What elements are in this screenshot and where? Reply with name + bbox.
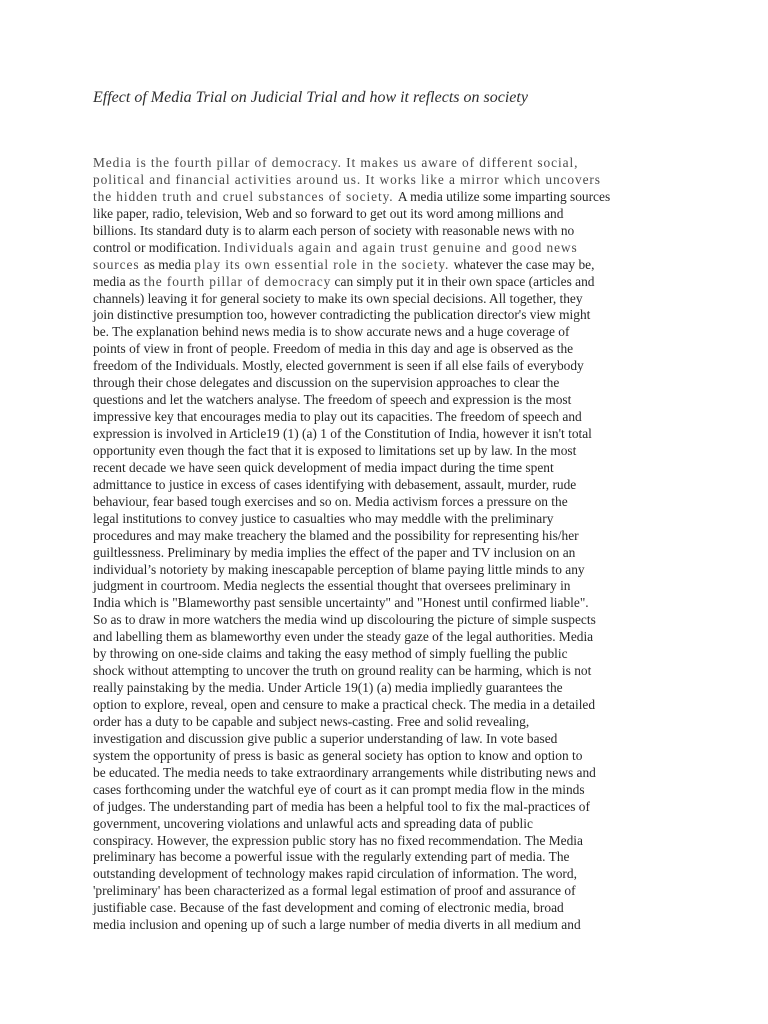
body-text-segment: shock without attempting to uncover the truth on ground reality can be harming, which is not xyxy=(93,663,592,679)
body-text-segment: sources xyxy=(93,256,144,272)
body-line xyxy=(93,578,663,595)
body-text-segment: of judges. The understanding part of media has been a helpful tool to fix the mal-practices of xyxy=(93,798,590,814)
document-body xyxy=(93,155,663,934)
body-text-segment: points of view in front of people. Freedom of media in this day and age is observed as the xyxy=(93,341,574,357)
body-line xyxy=(93,477,663,494)
body-text-segment: legal institutions to convey justice to casualties who may meddle with the preliminary xyxy=(93,510,554,526)
body-text-segment: media inclusion and opening up of such a large number of media diverts in all medium and xyxy=(93,917,581,933)
body-line xyxy=(93,409,663,426)
body-text-segment: government, uncovering violations and unlawful acts and spreading data of public xyxy=(93,815,533,831)
body-line xyxy=(93,291,663,308)
body-line xyxy=(93,883,663,900)
body-line xyxy=(93,274,663,291)
body-text-segment: be. The explanation behind news media is to show accurate news and a huge coverage of xyxy=(93,324,570,340)
body-text-segment: the hidden truth and cruel substances of society. xyxy=(93,188,398,204)
body-text-segment: the fourth pillar of democracy xyxy=(143,273,332,289)
body-text-segment: Media is the fourth pillar of democracy. It makes us aware of different social, xyxy=(93,155,579,170)
body-text-segment: guiltlessness. Preliminary by media implies the effect of the paper and TV inclusion on an xyxy=(93,544,576,560)
body-text-segment: So as to draw in more watchers the media wind up discolouring the picture of simple suspects xyxy=(93,612,596,628)
body-line xyxy=(93,833,663,850)
body-text-segment: through their chose delegates and discussion on the supervision approaches to clear the xyxy=(93,375,560,391)
body-line xyxy=(93,646,663,663)
body-text-segment: preliminary has become a powerful issue with the regularly extending part of media. The xyxy=(93,849,570,865)
body-line xyxy=(93,731,663,748)
body-text-segment: 'preliminary' has been characterized as a formal legal estimation of proof and assurance of xyxy=(93,883,576,899)
body-line xyxy=(93,223,663,240)
body-text-segment: freedom of the Individuals. Mostly, elected government is seen if all else fails of everybody xyxy=(93,358,584,374)
body-line xyxy=(93,697,663,714)
body-line xyxy=(93,189,663,206)
body-line xyxy=(93,375,663,392)
body-text-segment: system the opportunity of press is basic as general society has option to know and option to xyxy=(93,747,583,763)
body-text-segment: India which is "Blameworthy past sensible uncertainty" and "Honest until confirmed liable". xyxy=(93,595,589,611)
body-line xyxy=(93,307,663,324)
body-text-segment: recent decade we have seen quick development of media impact during the time spent xyxy=(93,459,554,475)
body-text-segment: option to explore, reveal, open and censure to make a practical check. The media in a detailed xyxy=(93,697,596,712)
body-line xyxy=(93,900,663,917)
body-text-segment: behaviour, fear based tough exercises and so on. Media activism forces a pressure on the xyxy=(93,493,568,509)
body-line xyxy=(93,460,663,477)
body-text-segment: A media utilize some imparting sources xyxy=(397,188,611,204)
body-text-segment: questions and let the watchers analyse. The freedom of speech and expression is the most xyxy=(93,392,572,408)
body-text-segment: control or modification. xyxy=(93,239,224,255)
body-text-segment: as media xyxy=(143,256,195,272)
body-text-segment: impressive key that encourages media to play out its capacities. The freedom of speech and xyxy=(93,409,582,425)
body-line xyxy=(93,680,663,697)
body-text-segment: by throwing on one-side claims and taking the easy method of simply fuelling the public xyxy=(93,646,568,662)
body-line xyxy=(93,494,663,511)
body-line xyxy=(93,358,663,375)
body-text-segment: Individuals again and again trust genuine and good news xyxy=(223,239,578,255)
body-line xyxy=(93,172,663,189)
body-line xyxy=(93,765,663,782)
body-text-segment: really painstaking by the media. Under Article 19(1) (a) media impliedly guarantees the xyxy=(93,680,563,696)
body-text-segment: cases forthcoming under the watchful eye of court as it can prompt media flow in the minds xyxy=(93,781,585,797)
body-line xyxy=(93,782,663,799)
body-line xyxy=(93,748,663,765)
body-line xyxy=(93,663,663,680)
body-text-segment: admittance to justice in excess of cases identifying with debasement, assault, murder, rude xyxy=(93,476,577,492)
body-text-segment: join distinctive presumption too, however contradicting the publication director's view might xyxy=(93,307,591,323)
body-text-segment: conspiracy. However, the expression public story has no fixed recommendation. The Media xyxy=(93,832,583,848)
body-text-segment: order has a duty to be capable and subject news-casting. Free and solid revealing, xyxy=(93,713,530,729)
body-text-segment: investigation and discussion give public a superior understanding of law. In vote based xyxy=(93,730,558,746)
body-line xyxy=(93,511,663,528)
body-line xyxy=(93,849,663,866)
body-text-segment: procedures and may make treachery the blamed and the possibility for representing his/her xyxy=(93,527,579,543)
body-text-segment: channels) leaving it for general society to make its own special decisions. All together, they xyxy=(93,290,583,306)
body-text-segment: and labelling them as blameworthy even under the steady gaze of the legal authorities. Media xyxy=(93,629,594,645)
body-text-segment: billions. Its standard duty is to alarm each person of society with reasonable news with no xyxy=(93,222,575,238)
body-line xyxy=(93,799,663,816)
body-line xyxy=(93,866,663,883)
body-text-segment: be educated. The media needs to take extraordinary arrangements while distributing news and xyxy=(93,764,596,780)
body-line xyxy=(93,392,663,409)
body-line xyxy=(93,528,663,545)
body-text-segment: outstanding development of technology makes rapid circulation of information. The word, xyxy=(93,866,577,882)
body-line xyxy=(93,257,663,274)
body-line xyxy=(93,341,663,358)
body-line xyxy=(93,426,663,443)
body-line xyxy=(93,324,663,341)
body-line xyxy=(93,443,663,460)
body-text-segment: like paper, radio, television, Web and so forward to get out its word among millions and xyxy=(93,205,564,221)
body-line xyxy=(93,240,663,257)
body-line xyxy=(93,714,663,731)
body-line xyxy=(93,595,663,612)
body-text-segment: judgment in courtroom. Media neglects the essential thought that oversees preliminary in xyxy=(93,578,571,594)
body-line xyxy=(93,917,663,934)
body-line xyxy=(93,816,663,833)
body-text-segment: media as xyxy=(93,273,144,289)
body-text-segment: whatever the case may be, xyxy=(453,256,595,272)
document-title: Effect of Media Trial on Judicial Trial and how it reflects on society xyxy=(93,89,528,106)
body-line xyxy=(93,562,663,579)
body-line xyxy=(93,206,663,223)
body-line xyxy=(93,545,663,562)
body-line xyxy=(93,612,663,629)
body-line xyxy=(93,155,663,172)
body-text-segment: opportunity even though the fact that it is exposed to limitations set up by law. In the most xyxy=(93,442,577,458)
body-text-segment: can simply put it in their own space (articles and xyxy=(331,273,595,289)
body-text-segment: individual’s notoriety by making inescapable perception of blame paying little minds to any xyxy=(93,561,585,577)
body-text-segment: political and financial activities around us. It works like a mirror which uncovers xyxy=(93,171,601,187)
body-text-segment: expression is involved in Article19 (1) (a) 1 of the Constitution of India, however it isn't total xyxy=(93,426,592,441)
body-text-segment: justifiable case. Because of the fast development and coming of electronic media, broad xyxy=(93,900,564,916)
body-line xyxy=(93,629,663,646)
body-text-segment: play its own essential role in the society. xyxy=(194,256,454,272)
